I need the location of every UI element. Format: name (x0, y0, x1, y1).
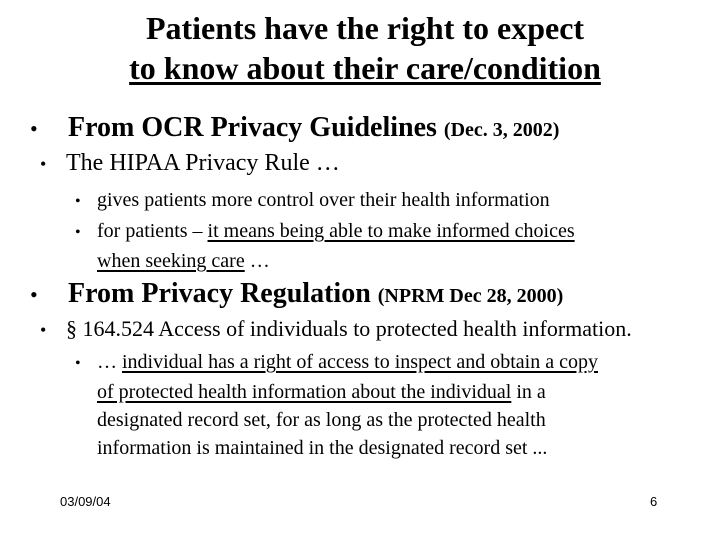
item-line2-suffix: in a (511, 381, 546, 403)
title-underlined-text: to know about their care/condition (129, 50, 601, 86)
bullet-icon: • (30, 116, 38, 141)
item-line-2 (75, 378, 598, 406)
bullet-icon: • (75, 193, 81, 210)
item-line-3: designated record set, for as long as the protected health (97, 409, 546, 431)
section-heading-text: From Privacy Regulation (68, 278, 371, 309)
item-suffix: … (244, 250, 270, 272)
slide-title (60, 8, 670, 88)
title-line-2 (60, 48, 670, 88)
subbullet-text: § 164.524 Access of individuals to protected health information. (66, 316, 632, 341)
subbullet-access (40, 316, 632, 342)
item-right-of-access (75, 348, 598, 462)
item-underlined-2: when seeking care (97, 250, 245, 272)
section-heading-text: From OCR Privacy Guidelines (68, 112, 437, 143)
footer-date: 03/09/04 (60, 494, 111, 509)
item-line-4: information is maintained in the designated record set ... (97, 437, 548, 459)
item-underlined-1: individual has a right of access to inspect and obtain a copy (122, 351, 598, 373)
page-number: 6 (650, 494, 658, 509)
item-underlined-1: it means being able to make informed choices (207, 220, 575, 242)
bullet-icon: • (75, 355, 81, 372)
item-informed-choices (75, 217, 575, 275)
section-heading-nprm (30, 278, 563, 310)
section-heading-note: (Dec. 3, 2002) (443, 119, 560, 141)
section-heading-note: (NPRM Dec 28, 2000) (377, 285, 564, 307)
section-heading-ocr (30, 112, 559, 144)
item-prefix: … (97, 351, 122, 373)
bullet-icon: • (30, 282, 38, 307)
item-continuation (75, 247, 575, 275)
item-control (75, 186, 550, 216)
title-line-1: Patients have the right to expect (145, 10, 585, 46)
bullet-icon: • (75, 224, 81, 241)
item-underlined-2: of protected health information about the individual (97, 381, 512, 403)
subbullet-text: The HIPAA Privacy Rule … (66, 150, 340, 176)
item-text: gives patients more control over their health information (97, 189, 550, 211)
item-prefix: for patients – (97, 220, 208, 242)
bullet-icon: • (40, 320, 47, 340)
bullet-icon: • (40, 154, 47, 174)
subbullet-hipaa (40, 150, 340, 177)
